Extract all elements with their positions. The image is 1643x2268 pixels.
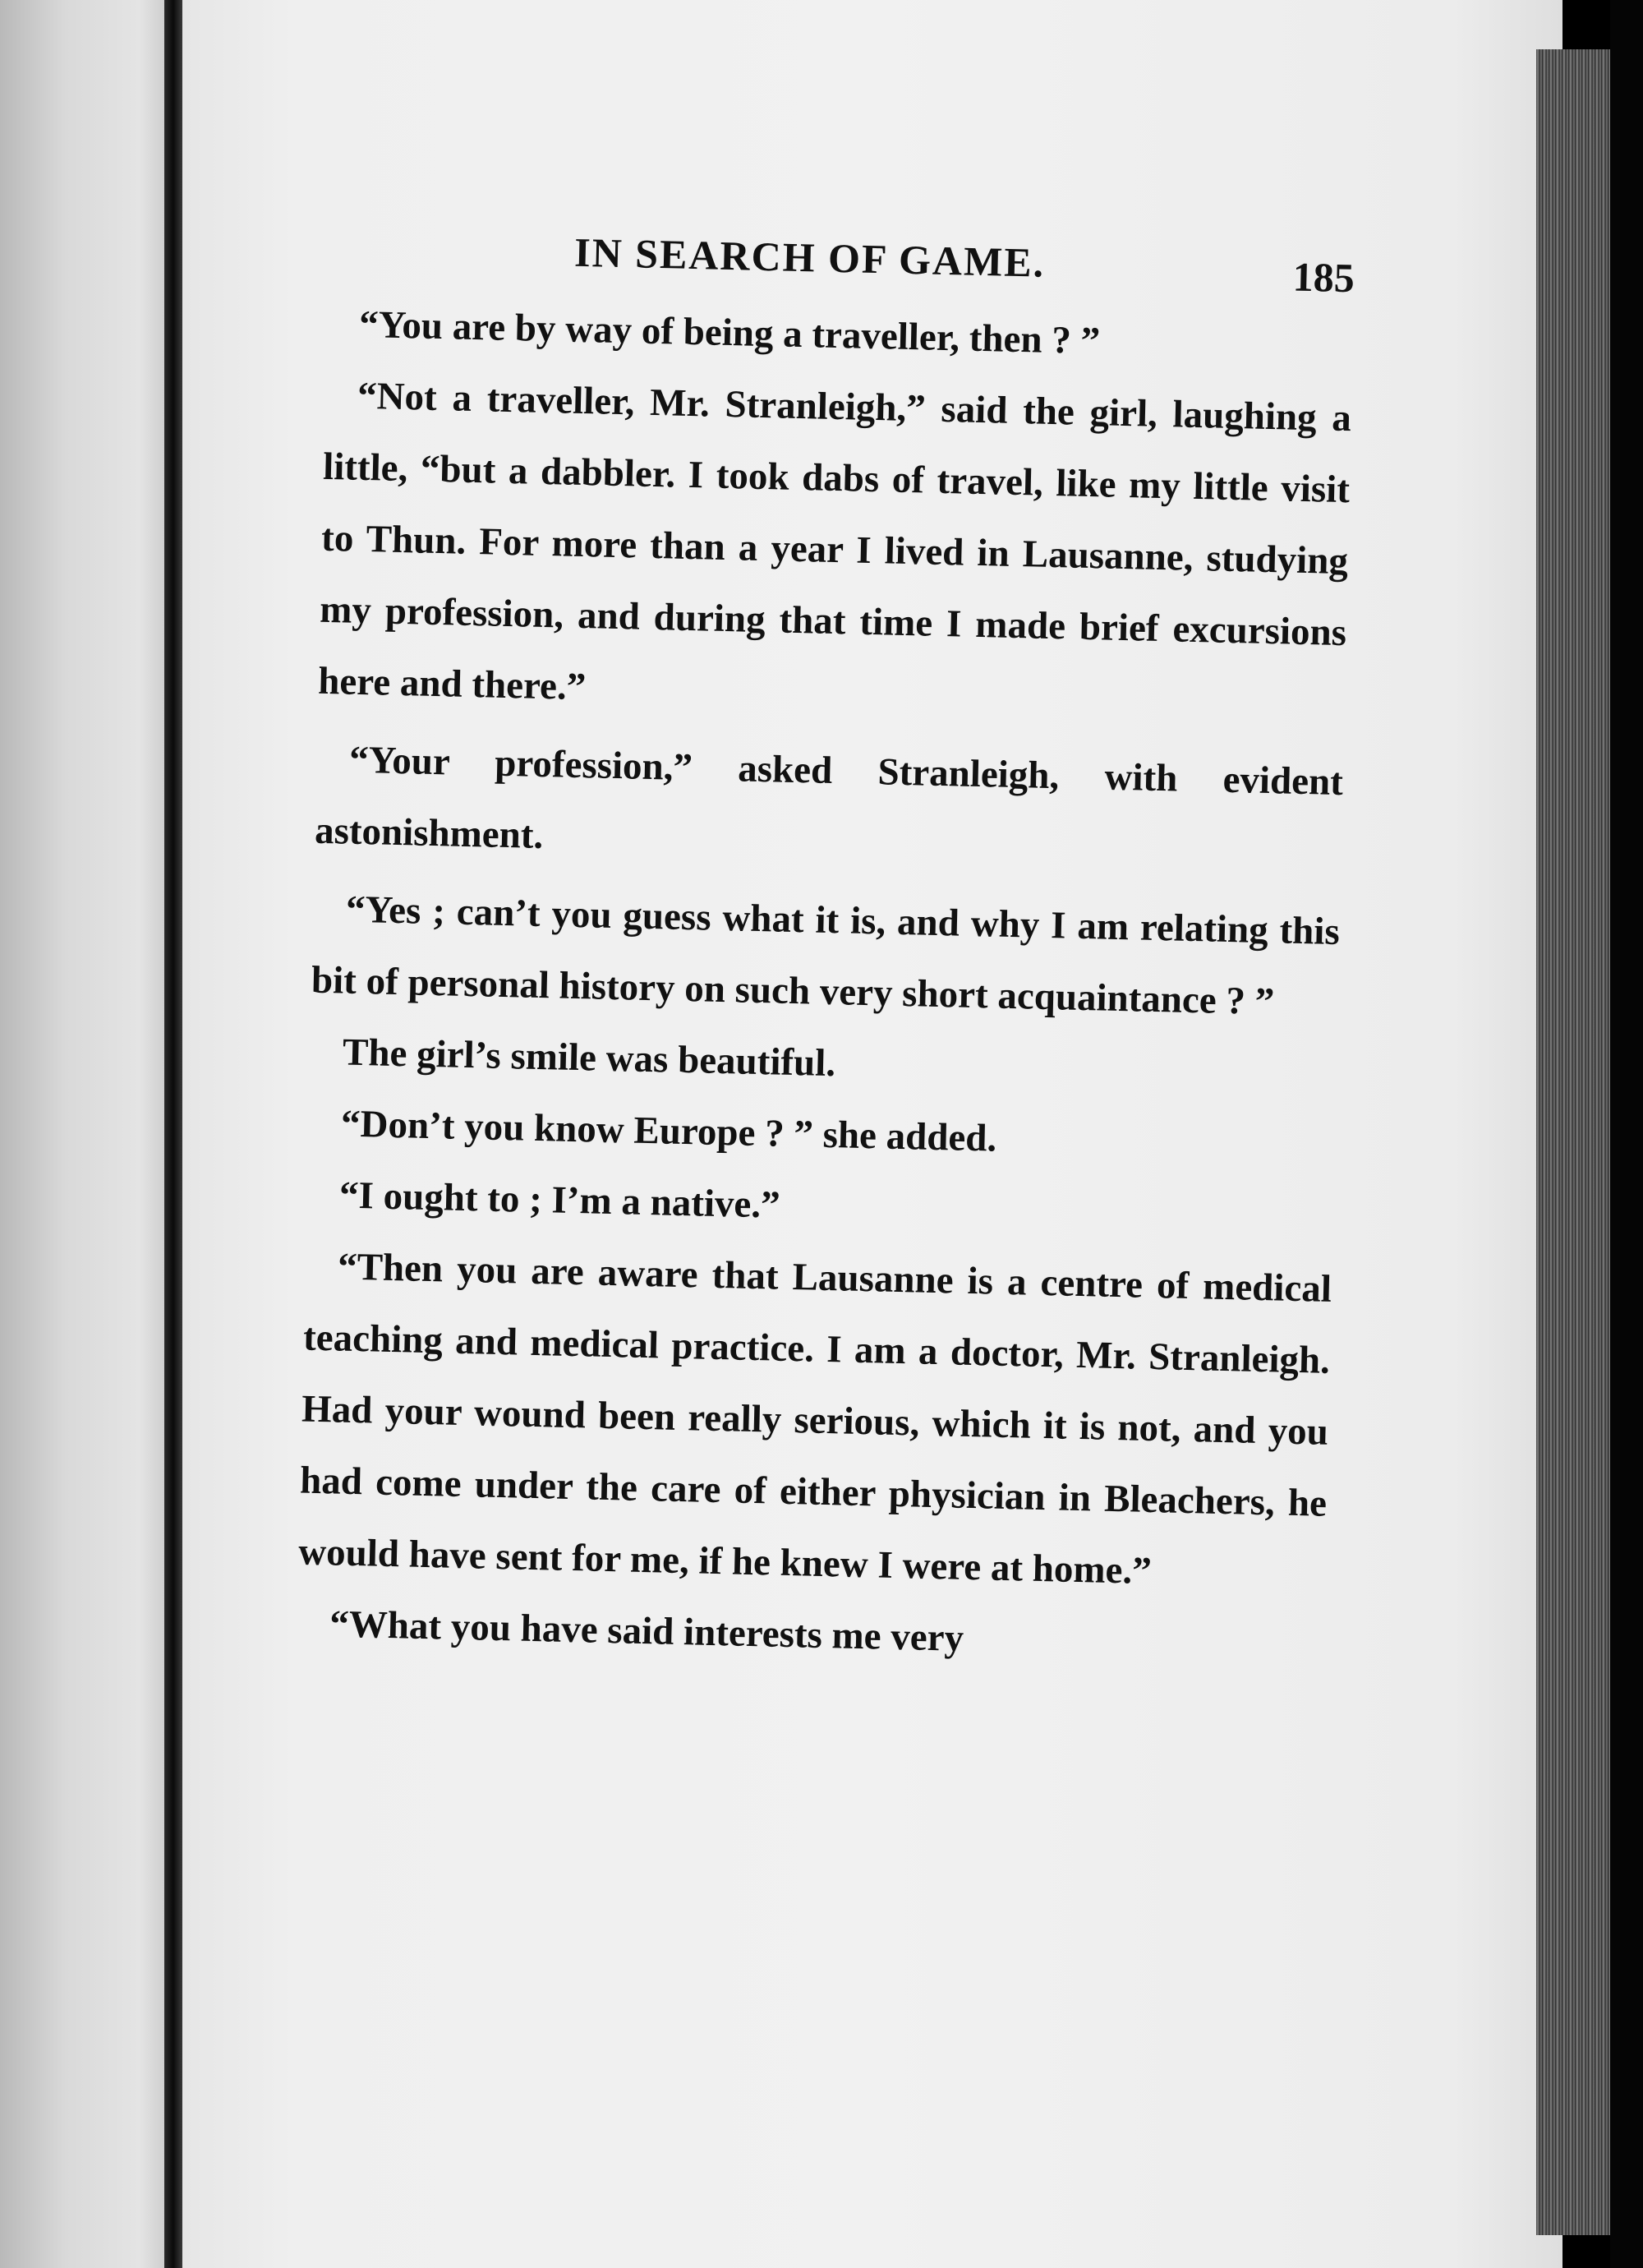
- paragraph: “Don’t you know Europe ? ” she added.: [340, 1102, 997, 1160]
- page-number: 185: [1292, 253, 1355, 302]
- book-gutter: [164, 0, 182, 2268]
- paragraph: “Then you are aware that Lausanne is a centre of medical teaching and medical practice. I am a doctor, Mr. Stranleigh. Had your wound been really serious, which it is not, and you had come under the care of either physician in Bleachers, he would have sent for me, if he knew I were at home.”: [297, 1245, 1332, 1593]
- scan-border: [1610, 0, 1643, 2268]
- paragraph: “You are by way of being a traveller, then ? ”: [358, 302, 1101, 363]
- paragraph: “What you have said interests me very: [329, 1602, 964, 1660]
- running-title: IN SEARCH OF GAME.: [573, 228, 1046, 286]
- paragraph: “Your profession,” asked Stranleigh, with evident astonishment.: [314, 738, 1344, 858]
- paragraph: “Yes ; can’t you guess what it is, and why I am relating this bit of personal history on such very short acquaintance ? ”: [311, 887, 1341, 1024]
- paragraph: “I ought to ; I’m a native.”: [338, 1173, 781, 1227]
- page-text-block: [255, 222, 1355, 2054]
- paragraph: “Not a traveller, Mr. Stranleigh,” said the girl, laughing a little, “but a dabbler. I took dabs of travel, like my little visit to Thun. For more than a year I lived in Lausanne, studying my profession, and during that time I made brief excursions here and there.”: [317, 374, 1352, 709]
- facing-page-edge: [0, 0, 164, 2268]
- page-block-edges: [1536, 49, 1610, 2235]
- paragraph: The girl’s smile was beautiful.: [342, 1030, 836, 1086]
